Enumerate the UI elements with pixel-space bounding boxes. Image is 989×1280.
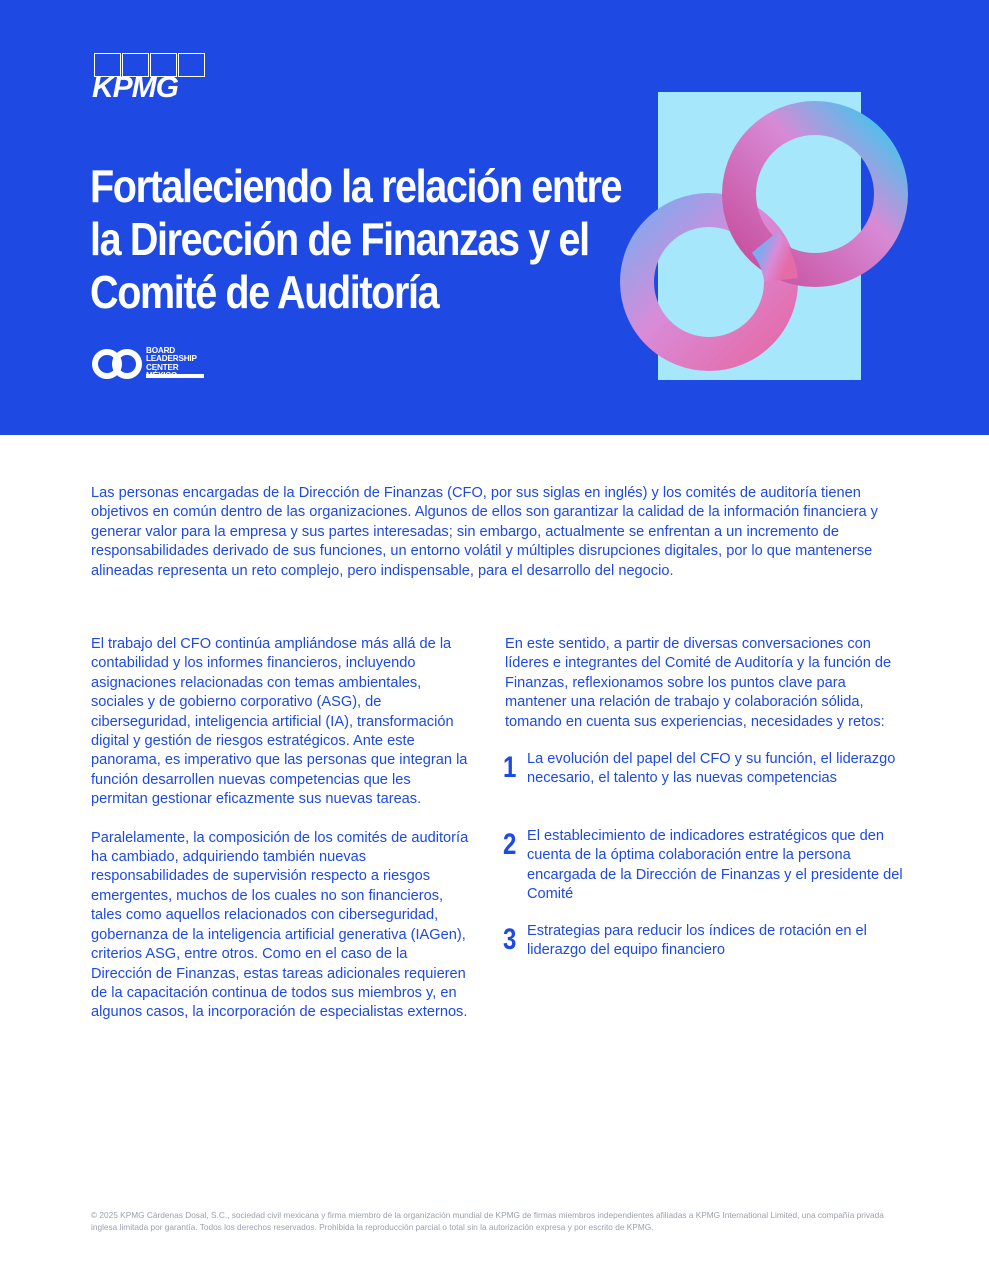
key-point-text: Estrategias para reducir los índices de rotación en el liderazgo del equipo financiero [527,923,867,959]
left-column [91,635,471,1023]
left-paragraph-2: Paralelamente, la composición de los comités de auditoría ha cambiado, adquiriendo también nuevas responsabilidades de supervisión respecto a riesgos emergentes, muchos de los cuales no son financieros, tales como aquellos relacionados con ciberseguridad, gobernanza de la inteligencia artificial generativa (IAGen), criterios ASG, entre otros. Como en el caso de la Dirección de Finanzas, estas tareas adicionales requieren de la capacitación continua de todos sus miembros y, en algunos casos, la incorporación de especialistas externos. [91,829,469,1021]
right-column [505,635,905,732]
blc-logo-bar [146,374,204,378]
key-point-number: 3 [503,923,517,956]
key-point-text: El establecimiento de indicadores estratégicos que den cuenta de la óptima colaboración entre la persona encargada de la Dirección de Finanzas y el presidente del Comité [527,828,903,903]
blc-line: BOARD [146,346,176,355]
left-paragraph-1: El trabajo del CFO continúa ampliándose más allá de la contabilidad y los informes financieros, incluyendo asignaciones relacionadas con temas ambientales, sociales y de gobierno corporativo (ASG), de ciberseguridad, inteligencia artificial (IA), transformación digital y gestión de riesgos estratégicos. Ante este panorama, es imperativo que las personas que integran la función desarrollen nuevas competencias que les permitan gestionar eficazmente sus nuevas tareas. [91,636,468,808]
linked-rings-illustration [615,90,915,390]
intro-paragraph: Las personas encargadas de la Dirección de Finanzas (CFO, por sus siglas en inglés) y los comités de auditoría tienen objetivos en común dentro de las organizaciones. Algunos de ellos son garantizar la calidad de la información financiera y generar valor para la empresa y sus partes interesadas; sin embargo, actualmente se enfrentan a un incremento de responsabilidades derivado de sus funciones, un entorno volátil y múltiples disrupciones digitales, por lo que mantenerse alineadas representa un reto complejo, pero indispensable, para el desarrollo del negocio. [91,485,878,579]
page-title [90,160,622,319]
key-point-item [503,750,903,789]
copyright-footer: © 2025 KPMG Cárdenas Dosal, S.C., sociedad civil mexicana y firma miembro de la organización mundial de KPMG de firmas miembros independientes afiliadas a KPMG International Limited, una compañía privada inglesa limitada por garantía. Todos los derechos reservados. Prohibida la reproducción parcial o total sin la autorización expresa y por escrito de KPMG. [91,1210,884,1232]
kpmg-logo [92,53,208,103]
interlocked-rings-icon [91,346,147,382]
key-point-text: La evolución del papel del CFO y su función, el liderazgo necesario, el talento y las nuevas competencias [527,751,896,787]
title-line-2: la Dirección de Finanzas y el [90,213,589,265]
board-leadership-center-logo [91,346,211,382]
blc-line: LEADERSHIP [146,354,197,364]
hero-banner [0,0,989,435]
title-line-1: Fortaleciendo la relación entre [90,160,622,212]
key-point-number: 2 [503,828,517,861]
blc-line: CENTER [146,362,179,372]
right-lead-paragraph: En este sentido, a partir de diversas conversaciones con líderes e integrantes del Comité de Auditoría y la función de Finanzas, reflexionamos sobre los puntos clave para mantener una relación de trabajo y colaboración sólida, tomando en cuenta sus experiencias, necesidades y retos: [505,636,892,730]
key-point-item [503,827,903,905]
title-line-3: Comité de Auditoría [90,266,439,318]
key-point-number: 1 [503,751,517,784]
key-point-item [503,922,903,961]
left-ring-overlap [765,242,781,280]
kpmg-logo-text: KPMG [92,71,178,104]
